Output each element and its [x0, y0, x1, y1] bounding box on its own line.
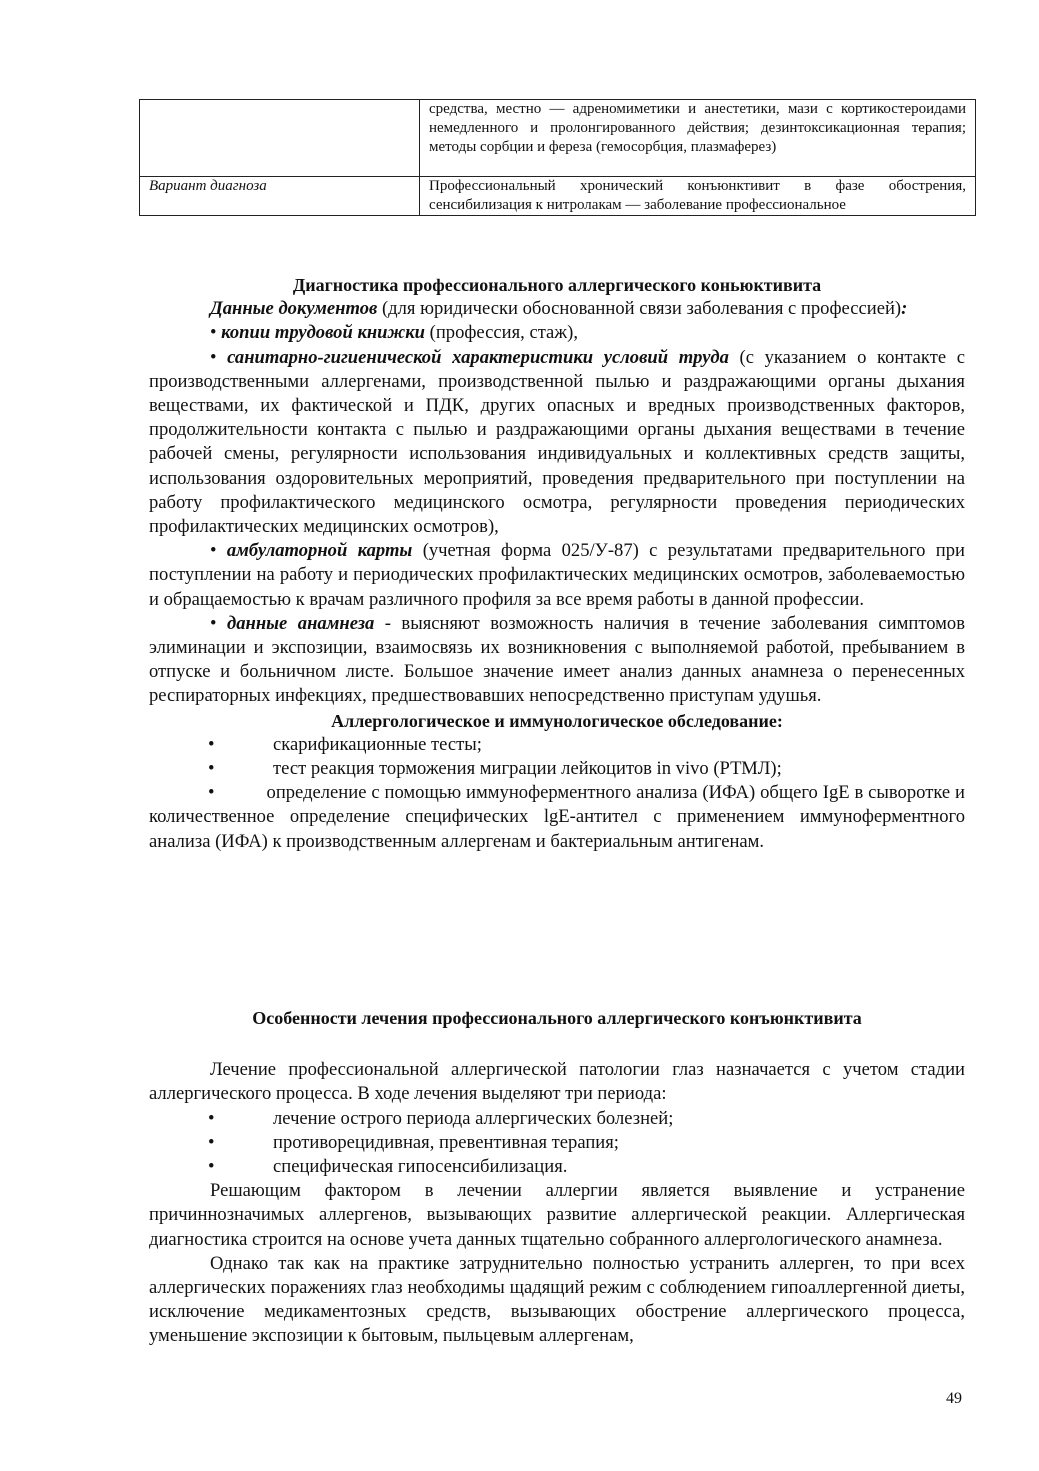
table-row — [140, 100, 976, 177]
list-item-text: (учетная форма 025/У-87) с результатами предварительного при поступлении на работу и периодических профилактических медицинских осмотров, заболеваемостью и обращаемостью к врачам различного профиля за все время работы в данной профессии. — [149, 540, 965, 610]
list-item-text: (с указанием о контакте с производственными аллергенами, производственной пылью и раздражающими органы дыхания веществами, их фактической и ПДК, других опасных и вредных производственных факторов, продолжительности контакта с пылью и раздражающими органы дыхания веществами в течение рабочей смены, регулярности использования индивидуальных и коллективных средств защиты, использования оздоровительных мероприятий, проведения предварительного при поступлении на работу профилактического медицинского осмотра, регулярности проведения периодических профилактических медицинских осмотров), — [149, 346, 965, 538]
list-item — [149, 1155, 965, 1179]
bullet: • — [210, 346, 217, 368]
list-item-text: определение с помощью иммуноферментного анализа (ИФА) общего IgE в сыворотке и количественное определение специфических lgE-антител с применением иммуноферментного анализа (ИФА) к производственным аллергенам и бактериальным антигенам. — [149, 782, 965, 852]
bullet: • — [208, 1107, 215, 1129]
paragraph: Однако так как на практике затруднительно полностью устранить аллерген, то при всех аллергических поражениях глаз необходимы щадящий режим с соблюдением гипоаллергенной диеты, исключение медикаментозных средств, вызывающих обострение аллергического процесса, уменьшение экспозиции к бытовым, пыльцевым аллергенам, — [149, 1252, 965, 1347]
treatment-section — [149, 1006, 965, 1349]
intro-bold: Данные документов — [210, 298, 378, 320]
bullet: • — [208, 782, 215, 804]
documents-intro — [149, 297, 965, 321]
page-number: 49 — [946, 1390, 962, 1407]
list-item — [149, 1131, 965, 1155]
section-heading: Аллергологическое и иммунологическое обследование: — [331, 710, 783, 731]
paragraph: Лечение профессиональной аллергической патологии глаз назначается с учетом стадии аллергического процесса. В ходе лечения выделяют три периода: — [149, 1059, 965, 1105]
table-cell-value: средства, местно — адреномиметики и анестетики, мази с кортикостероидами немедленного и пролонгированного действия; дезинтоксикационная терапия; методы сорбции и фереза (гемосорбция, плазмаферез) — [420, 100, 976, 177]
list-item-text: противорецидивная, превентивная терапия; — [273, 1131, 619, 1153]
list-item — [149, 346, 965, 540]
list-item-text: лечение острого периода аллергических болезней; — [273, 1107, 674, 1129]
list-item — [149, 1107, 965, 1131]
bullet: • — [210, 540, 217, 562]
paragraph: Решающим фактором в лечении аллергии является выявление и устранение причиннозначимых аллергенов, вызывающих развитие аллергической реакции. Аллергическая диагностика строится на основе учета данных тщательно собранного аллергологического анамнеза. — [149, 1180, 965, 1250]
table-row — [140, 177, 976, 216]
list-item-bold: копии трудовой книжки — [221, 322, 425, 344]
list-item-text: тест реакция торможения миграции лейкоцитов in vivo (РТМЛ); — [273, 758, 782, 780]
treatment-table — [139, 99, 976, 216]
list-item — [149, 539, 965, 612]
table-cell-label: Вариант диагноза — [140, 177, 420, 216]
section-heading: Особенности лечения профессионального аллергического конъюнктивита — [252, 1008, 862, 1028]
list-item — [149, 757, 965, 781]
table-cell-label — [140, 100, 420, 177]
bullet: • — [208, 1156, 215, 1178]
intro-text: (для юридически обоснованной связи заболевания с профессией) — [377, 298, 902, 320]
intro-colon: : — [901, 298, 908, 320]
bullet: • — [208, 733, 215, 755]
section-heading: Диагностика профессионального аллергического коньюктивита — [292, 275, 822, 295]
list-item-text: (профессия, стаж), — [425, 322, 578, 344]
list-item-bold: амбулаторной карты — [226, 540, 413, 562]
table-cell-value: Профессиональный хронический конъюнктивит в фазе обострения, сенсибилизация к нитролакам — заболевание профессиональное — [420, 177, 976, 216]
list-item — [149, 781, 965, 854]
diagnostics-section — [149, 273, 965, 854]
bullet: • — [210, 322, 217, 344]
list-item-bold: санитарно-гигиенической характеристики условий труда — [227, 346, 729, 368]
list-item — [149, 321, 965, 345]
list-item — [149, 733, 965, 757]
bullet: • — [208, 758, 215, 780]
list-item-bold: данные анамнеза — [226, 612, 375, 634]
list-item-text: специфическая гипосенсибилизация. — [273, 1156, 568, 1178]
list-item — [149, 612, 965, 709]
bullet: • — [210, 612, 217, 634]
list-item-text: скарификационные тесты; — [273, 733, 482, 755]
list-item-text: - выясняют возможность наличия в течение заболевания симптомов элиминации и экспозиции, взаимосвязь их возникновения с выполняемой работой, пребыванием в отпуске и больничном листе. Большое значение имеет анализ данных анамнеза о перенесенных респираторных инфекциях, предшествовавших непосредственно приступам удушья. — [149, 612, 965, 707]
bullet: • — [208, 1131, 215, 1153]
